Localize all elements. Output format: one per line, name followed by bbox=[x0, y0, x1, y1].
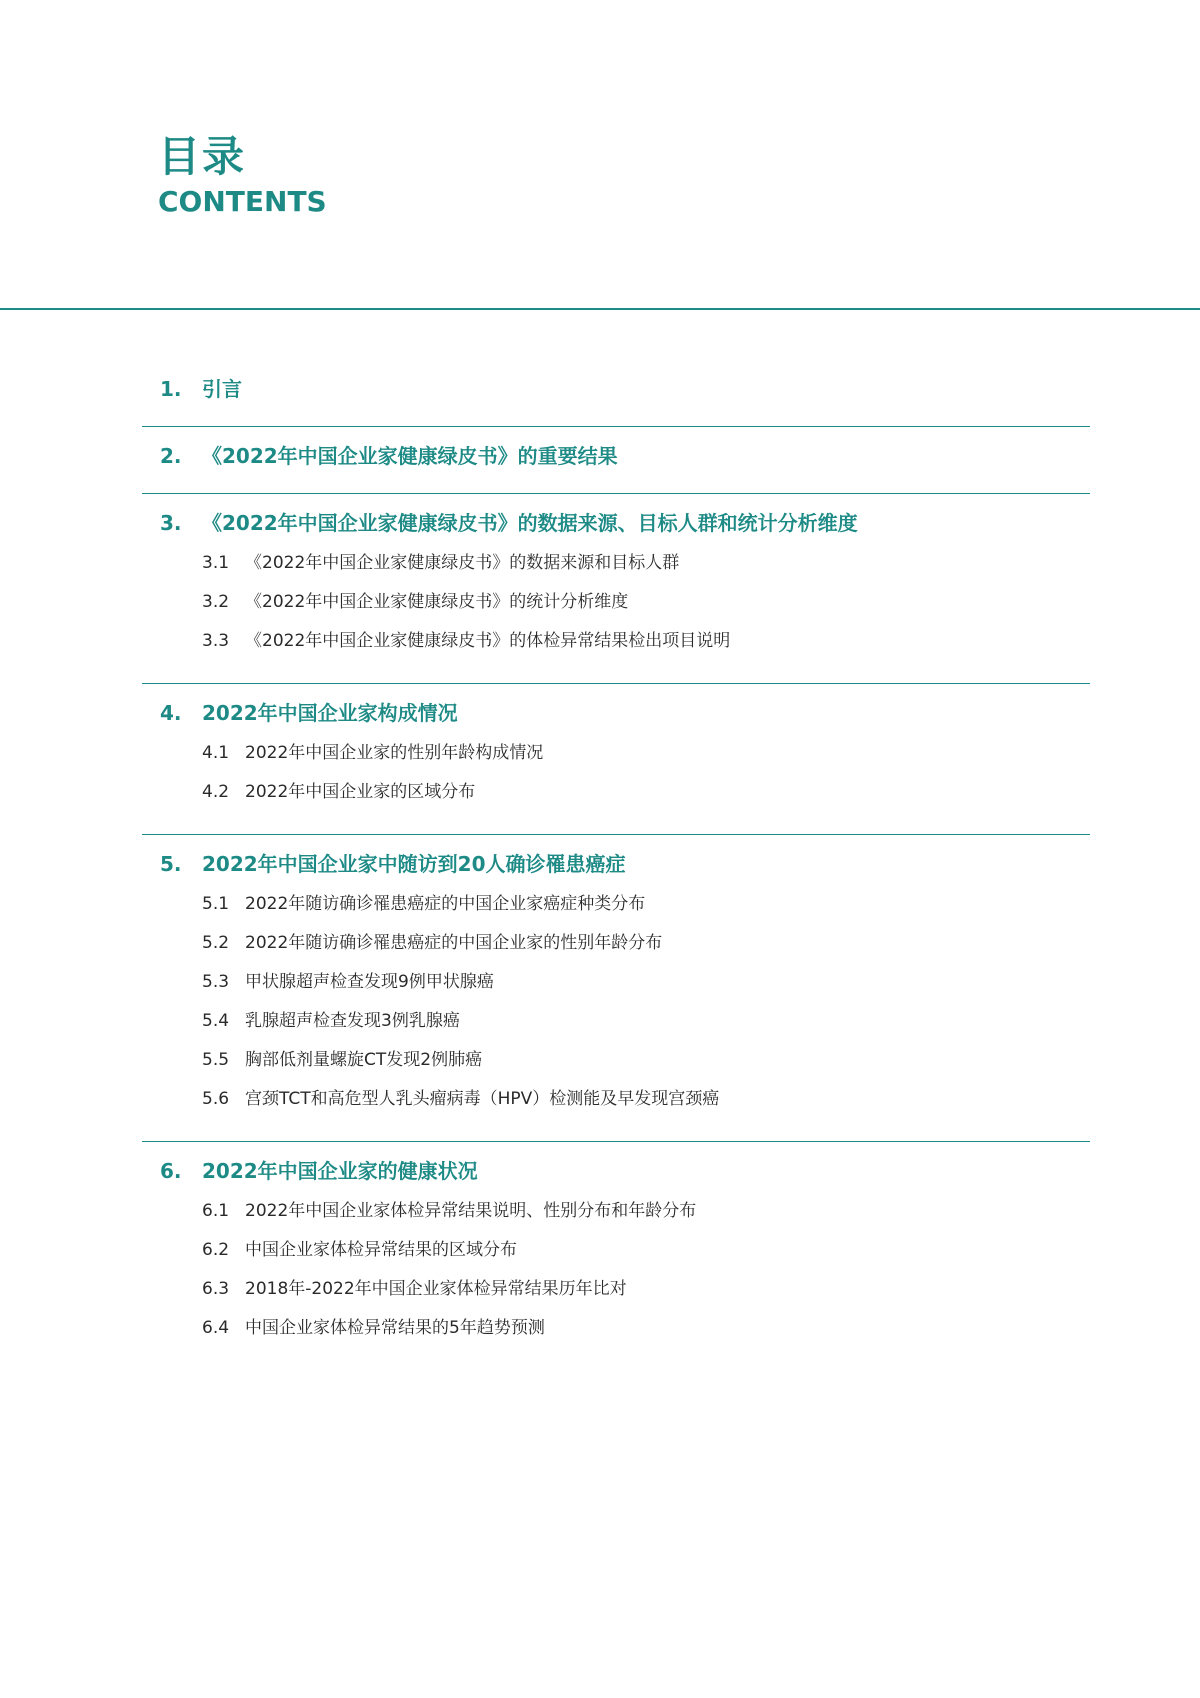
toc-subsection-number: 4.2 bbox=[202, 782, 230, 802]
toc-subsection-number: 6.1 bbox=[202, 1201, 230, 1221]
toc-subsection-title: 中国企业家体检异常结果的区域分布 bbox=[245, 1240, 517, 1260]
toc-subsection-title: 胸部低剂量螺旋CT发现2例肺癌 bbox=[245, 1050, 483, 1070]
toc-subsection-number: 5.3 bbox=[202, 972, 230, 992]
toc-section bbox=[142, 493, 1090, 683]
toc-subsection-number: 5.5 bbox=[202, 1050, 230, 1070]
toc-subsection-list bbox=[160, 734, 1090, 812]
toc-subsection-title: 2022年中国企业家的区域分布 bbox=[245, 782, 476, 802]
toc-subsection-title: 乳腺超声检查发现3例乳腺癌 bbox=[245, 1011, 460, 1031]
toc-section-heading[interactable] bbox=[160, 441, 1090, 471]
toc-subsection-title: 中国企业家体检异常结果的5年趋势预测 bbox=[245, 1318, 545, 1338]
toc-subsection-number: 5.2 bbox=[202, 933, 230, 953]
toc-subsection-item[interactable] bbox=[160, 622, 1090, 661]
toc-section-number: 5. bbox=[160, 852, 182, 876]
toc-section-title: 《2022年中国企业家健康绿皮书》的重要结果 bbox=[202, 444, 618, 468]
toc-section-title: 2022年中国企业家的健康状况 bbox=[202, 1159, 478, 1183]
toc-subsection-number: 5.4 bbox=[202, 1011, 230, 1031]
toc-subsection-item[interactable] bbox=[160, 1080, 1090, 1119]
toc-subsection-list bbox=[160, 544, 1090, 661]
toc-subsection-title: 《2022年中国企业家健康绿皮书》的统计分析维度 bbox=[245, 592, 629, 612]
toc-section-heading[interactable] bbox=[160, 1156, 1090, 1186]
header-divider bbox=[0, 308, 1200, 310]
toc-section-number: 2. bbox=[160, 444, 182, 468]
toc-subsection-item[interactable] bbox=[160, 924, 1090, 963]
toc-subsection-item[interactable] bbox=[160, 885, 1090, 924]
toc-subsection-item[interactable] bbox=[160, 1002, 1090, 1041]
toc-subsection-item[interactable] bbox=[160, 1192, 1090, 1231]
toc-subsection-item[interactable] bbox=[160, 963, 1090, 1002]
toc-subsection-item[interactable] bbox=[160, 773, 1090, 812]
toc-subsection-item[interactable] bbox=[160, 734, 1090, 773]
toc-subsection-title: 2022年随访确诊罹患癌症的中国企业家的性别年龄分布 bbox=[245, 933, 663, 953]
toc-subsection-number: 3.2 bbox=[202, 592, 230, 612]
toc-subsection-title: 宫颈TCT和高危型人乳头瘤病毒（HPV）检测能及早发现宫颈癌 bbox=[245, 1089, 720, 1109]
toc-section-heading[interactable] bbox=[160, 508, 1090, 538]
toc-section-number: 6. bbox=[160, 1159, 182, 1183]
toc-section-title: 2022年中国企业家中随访到20人确诊罹患癌症 bbox=[202, 852, 626, 876]
toc-subsection-title: 2018年-2022年中国企业家体检异常结果历年比对 bbox=[245, 1279, 627, 1299]
toc-subsection-number: 6.2 bbox=[202, 1240, 230, 1260]
page-title-block bbox=[158, 132, 327, 218]
toc-subsection-number: 3.3 bbox=[202, 631, 230, 651]
toc-subsection-list bbox=[160, 885, 1090, 1119]
toc-subsection-item[interactable] bbox=[160, 544, 1090, 583]
toc-subsection-number: 3.1 bbox=[202, 553, 230, 573]
toc-section-title: 《2022年中国企业家健康绿皮书》的数据来源、目标人群和统计分析维度 bbox=[202, 511, 858, 535]
toc-subsection-title: 《2022年中国企业家健康绿皮书》的数据来源和目标人群 bbox=[245, 553, 680, 573]
toc-subsection-item[interactable] bbox=[160, 1270, 1090, 1309]
toc-section-title: 引言 bbox=[202, 377, 242, 401]
toc-subsection-number: 4.1 bbox=[202, 743, 230, 763]
toc-subsection-list bbox=[160, 1192, 1090, 1348]
toc-subsection-number: 5.1 bbox=[202, 894, 230, 914]
toc-subsection-title: 2022年随访确诊罹患癌症的中国企业家癌症种类分布 bbox=[245, 894, 646, 914]
toc-section-number: 4. bbox=[160, 701, 182, 725]
toc-section-number: 3. bbox=[160, 511, 182, 535]
toc-section bbox=[142, 426, 1090, 493]
toc-subsection-item[interactable] bbox=[160, 1309, 1090, 1348]
page-subtitle: CONTENTS bbox=[158, 185, 327, 218]
toc-section-title: 2022年中国企业家构成情况 bbox=[202, 701, 458, 725]
toc-subsection-title: 甲状腺超声检查发现9例甲状腺癌 bbox=[245, 972, 494, 992]
toc-section bbox=[142, 1141, 1090, 1370]
toc-section bbox=[142, 834, 1090, 1141]
toc-section-heading[interactable] bbox=[160, 374, 1090, 404]
toc-section bbox=[142, 362, 1090, 426]
toc-subsection-item[interactable] bbox=[160, 583, 1090, 622]
toc-subsection-item[interactable] bbox=[160, 1041, 1090, 1080]
toc-subsection-number: 6.3 bbox=[202, 1279, 230, 1299]
toc-subsection-number: 6.4 bbox=[202, 1318, 230, 1338]
toc-subsection-number: 5.6 bbox=[202, 1089, 230, 1109]
toc-section-number: 1. bbox=[160, 377, 182, 401]
toc-subsection-item[interactable] bbox=[160, 1231, 1090, 1270]
toc-subsection-title: 2022年中国企业家体检异常结果说明、性别分布和年龄分布 bbox=[245, 1201, 697, 1221]
toc-subsection-title: 《2022年中国企业家健康绿皮书》的体检异常结果检出项目说明 bbox=[245, 631, 731, 651]
page-title: 目录 bbox=[158, 132, 247, 181]
toc-section-heading[interactable] bbox=[160, 698, 1090, 728]
toc-section-heading[interactable] bbox=[160, 849, 1090, 879]
toc-section bbox=[142, 683, 1090, 834]
toc-subsection-title: 2022年中国企业家的性别年龄构成情况 bbox=[245, 743, 544, 763]
table-of-contents bbox=[142, 362, 1090, 1370]
